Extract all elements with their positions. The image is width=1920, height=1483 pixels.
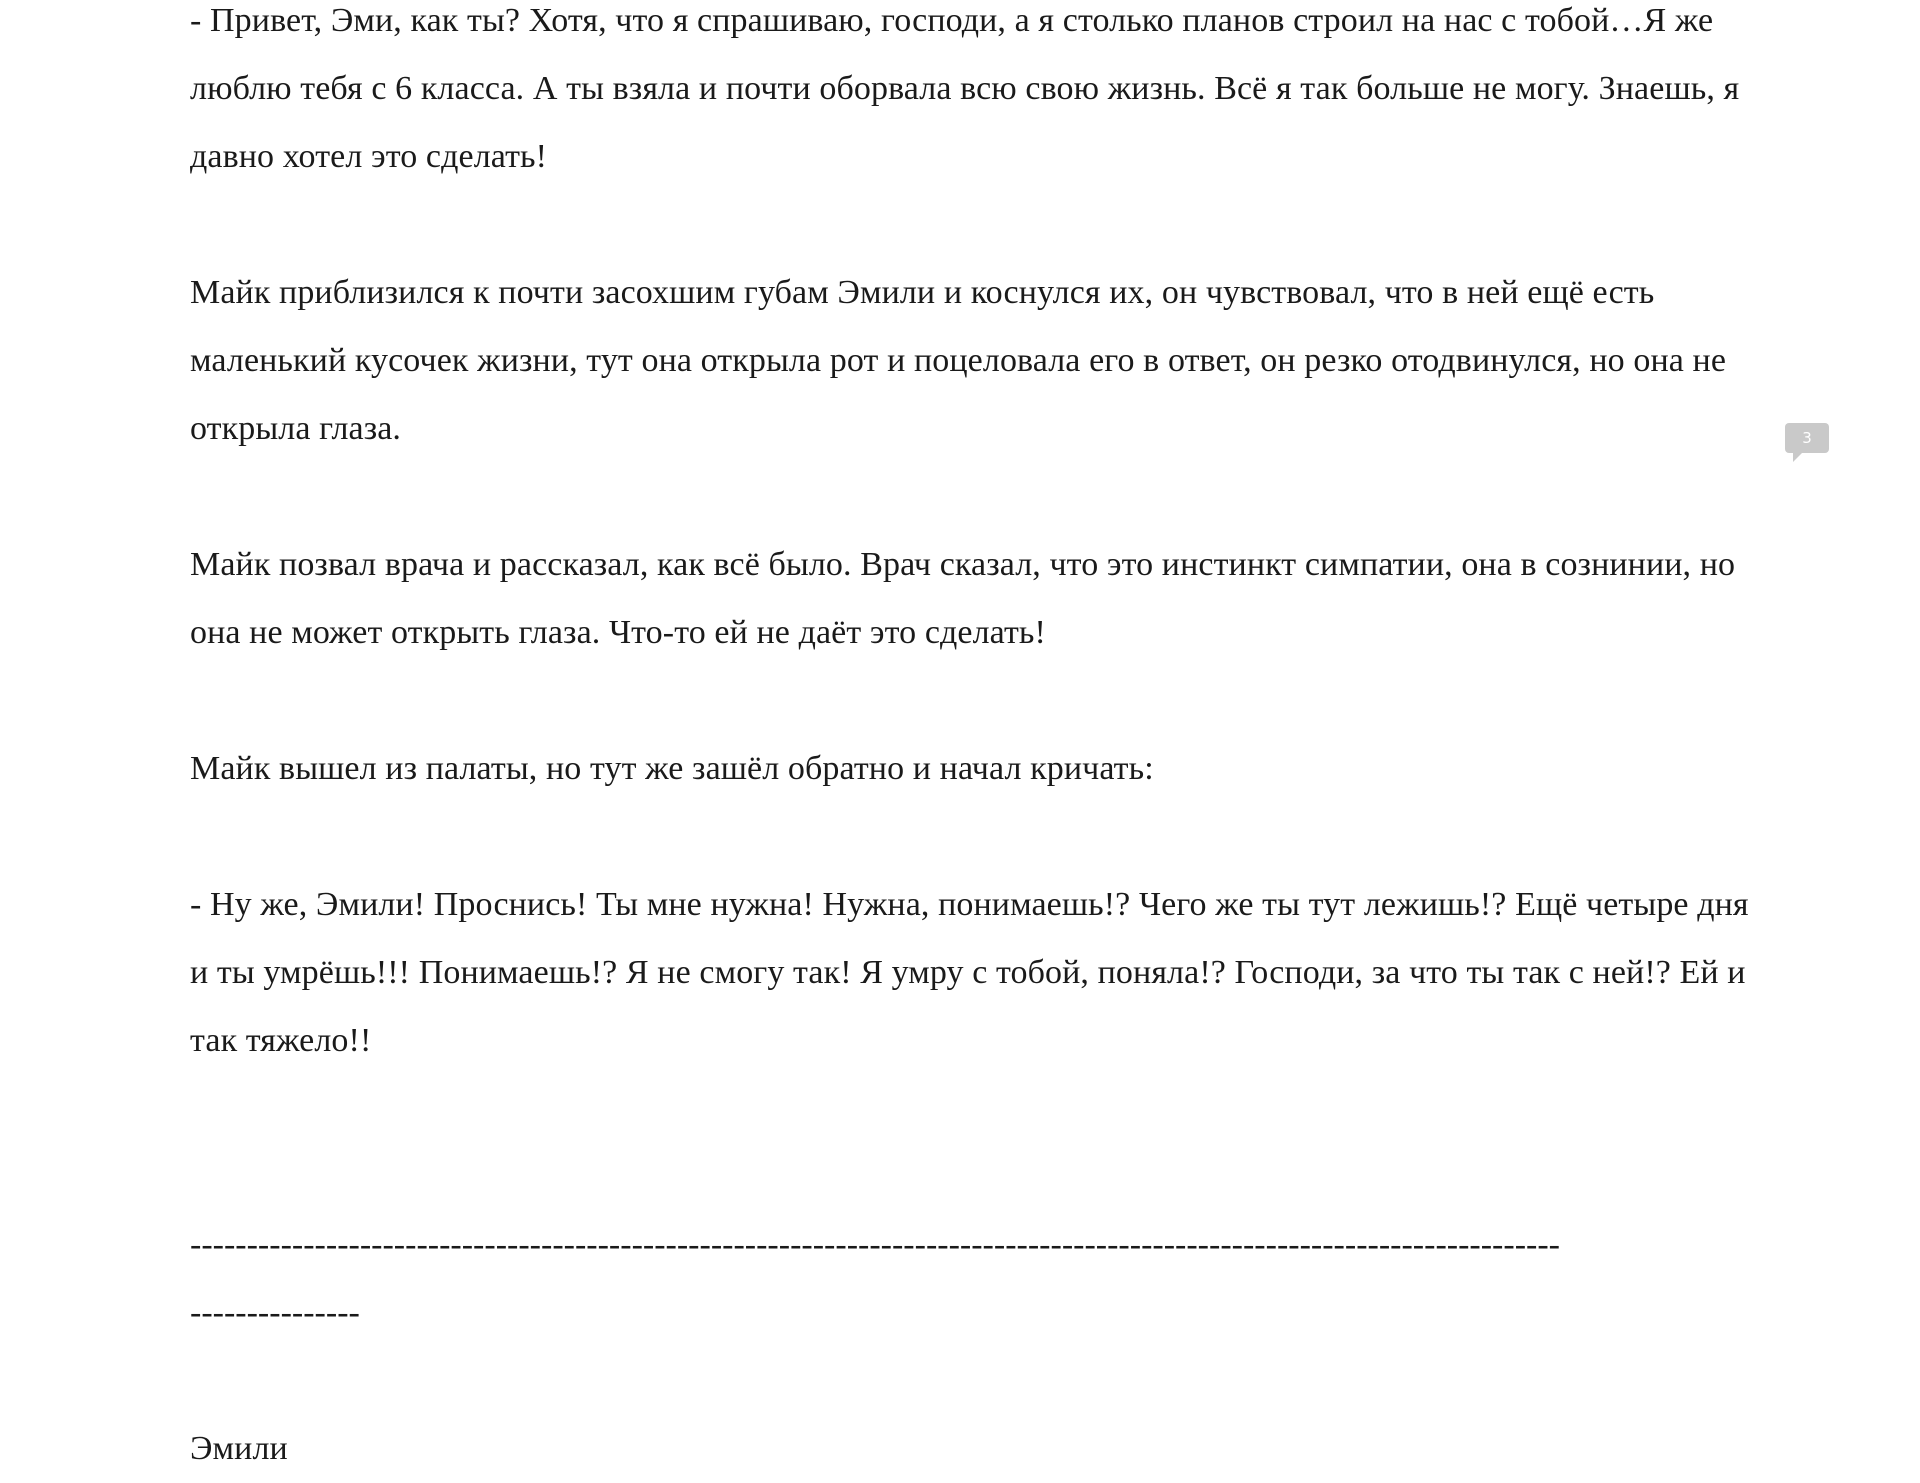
paragraph-5: - Ну же, Эмили! Проснись! Ты мне нужна! Нужна, понимаешь!? Чего же ты тут лежишь!? Ещё четыре дня и ты умрёшь!!! Понимаешь!? Я не смогу так! Я умру с тобой, поняла!? Господи, за что ты так с ней!? Ей и так тяжело!! (190, 886, 1749, 1059)
paragraph-spacer (190, 463, 1760, 531)
document-body (190, 0, 1760, 1483)
chapter-heading: Эмили (190, 1430, 288, 1467)
paragraph-1: - Привет, Эми, как ты? Хотя, что я спрашиваю, господи, а я столько планов строил на нас с тобой…Я же люблю тебя с 6 класса. А ты взяла и почти оборвала всю свою жизнь. Всё я так больше не могу. Знаешь, я давно хотел это сделать! (190, 2, 1740, 175)
separator-line-1: ------------------------------------------------------------------------------------------------------------------------- (190, 1226, 1560, 1263)
paragraph-spacer (190, 1347, 1760, 1415)
paragraph-2: Майк приблизился к почти засохшим губам Эмили и коснулся их, он чувствовал, что в ней ещё есть маленький кусочек жизни, тут она открыла рот и поцеловала его в ответ, он резко отодвинулся, но она не открыла глаза. (190, 274, 1727, 447)
comment-count-button[interactable] (1785, 423, 1829, 453)
separator-line-2: --------------- (190, 1294, 360, 1331)
paragraph-spacer (190, 191, 1760, 259)
paragraph-4: Майк вышел из палаты, но тут же зашёл обратно и начал кричать: (190, 750, 1154, 787)
paragraph-spacer (190, 1075, 1760, 1143)
paragraph-spacer (190, 1143, 1760, 1211)
paragraph-spacer (190, 667, 1760, 735)
comment-bubble-icon: 3 (1802, 429, 1812, 447)
paragraph-spacer (190, 803, 1760, 871)
paragraph-3: Майк позвал врача и рассказал, как всё было. Врач сказал, что это инстинкт симпатии, она в сознинии, но она не может открыть глаза. Что-то ей не даёт это сделать! (190, 546, 1736, 651)
